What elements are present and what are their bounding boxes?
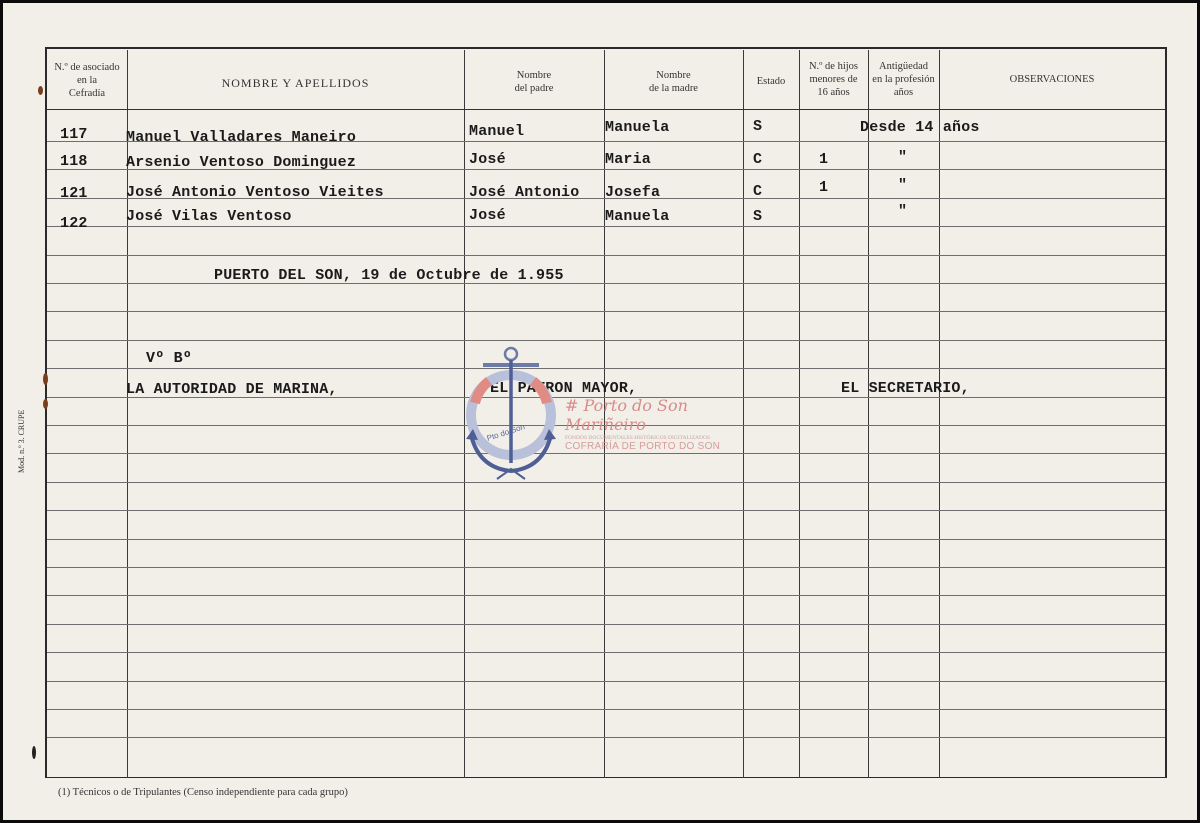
ruled-line	[47, 226, 1165, 227]
father-name: José	[469, 207, 506, 224]
stamp-text: Pto do Son	[485, 422, 527, 443]
archive-watermark	[565, 396, 755, 452]
member-name: José Antonio Ventoso Vieites	[126, 184, 384, 201]
anchor-stamp	[461, 343, 561, 483]
patron-mayor-signature-label: EL PATRON MAYOR,	[490, 380, 638, 397]
seniority: Desde 14 años	[860, 119, 980, 136]
mother-name: Manuela	[605, 208, 670, 225]
ruled-line	[47, 482, 1165, 483]
mother-name: Maria	[605, 151, 652, 168]
header-underline	[47, 109, 1165, 110]
watermark-subtitle: FONDOS DOCUMENTALES HISTÓRICOS DIGITALIZADOS	[565, 435, 711, 441]
seniority: "	[898, 149, 908, 166]
ruled-line	[47, 624, 1165, 625]
children-count: 1	[819, 151, 829, 168]
seniority: "	[898, 177, 908, 194]
ruled-line	[47, 510, 1165, 511]
ruled-line	[47, 539, 1165, 540]
column-divider	[939, 50, 940, 778]
ruled-line	[47, 368, 1165, 369]
vobo-mark: Vº Bº	[146, 350, 193, 367]
father-name: José	[469, 151, 506, 168]
marital-status: S	[753, 118, 763, 135]
header-children-count: N.º de hijos menores de 16 años	[808, 61, 859, 98]
footnote: (1) Técnicos o de Tripulantes (Censo independiente para cada grupo)	[58, 787, 348, 798]
census-sheet	[3, 3, 1197, 820]
header-mother-name: Nombre de la madre	[649, 70, 698, 94]
member-number: 121	[60, 185, 88, 202]
marital-status: C	[753, 183, 763, 200]
mother-name: Josefa	[605, 184, 661, 201]
column-divider	[868, 50, 869, 778]
ruled-line	[47, 595, 1165, 596]
father-name: Manuel	[469, 123, 525, 140]
ruled-line	[47, 340, 1165, 341]
watermark-brand: # Porto do Son Mariñeiro	[565, 396, 688, 434]
ruled-line	[47, 652, 1165, 653]
column-divider	[799, 50, 800, 778]
rust-mark	[32, 746, 36, 759]
header-seniority: Antigüedad en la profesión años	[872, 61, 935, 98]
father-name: José Antonio	[469, 184, 580, 201]
ruled-line	[47, 737, 1165, 738]
secretary-signature-label: EL SECRETARIO,	[841, 380, 970, 397]
marital-status: S	[753, 208, 763, 225]
header-member-number: N.º de asociado en la Cefradía	[54, 62, 120, 99]
rust-mark	[38, 86, 43, 95]
ruled-line	[47, 311, 1165, 312]
ruled-line	[47, 255, 1165, 256]
header-father-name: Nombre del padre	[514, 70, 554, 94]
rust-mark	[43, 373, 48, 385]
form-model-label: Mod. n.º 3. CRUPE	[17, 409, 26, 473]
ruled-line	[47, 681, 1165, 682]
mother-name: Manuela	[605, 119, 670, 136]
header-full-name: NOMBRE Y APELLIDOS	[221, 76, 370, 90]
seniority: "	[898, 203, 908, 220]
ruled-line	[47, 567, 1165, 568]
member-name: Arsenio Ventoso Dominguez	[126, 154, 357, 171]
member-number: 122	[60, 215, 88, 232]
marital-status: C	[753, 151, 763, 168]
member-number: 118	[60, 153, 88, 170]
children-count: 1	[819, 179, 829, 196]
header-observations: OBSERVACIONES	[1009, 74, 1095, 85]
member-number: 117	[60, 126, 88, 143]
ruled-line	[47, 709, 1165, 710]
member-name: Manuel Valladares Maneiro	[126, 129, 357, 146]
marine-authority-signature-label: LA AUTORIDAD DE MARINA,	[126, 381, 338, 398]
watermark-org: COFRARÍA DE PORTO DO SON	[565, 441, 721, 452]
ruled-line	[47, 453, 1165, 454]
member-name: José Vilas Ventoso	[126, 208, 292, 225]
rust-mark	[43, 399, 48, 409]
header-marital-status: Estado	[756, 76, 786, 87]
place-and-date: PUERTO DEL SON, 19 de Octubre de 1.955	[214, 267, 564, 284]
